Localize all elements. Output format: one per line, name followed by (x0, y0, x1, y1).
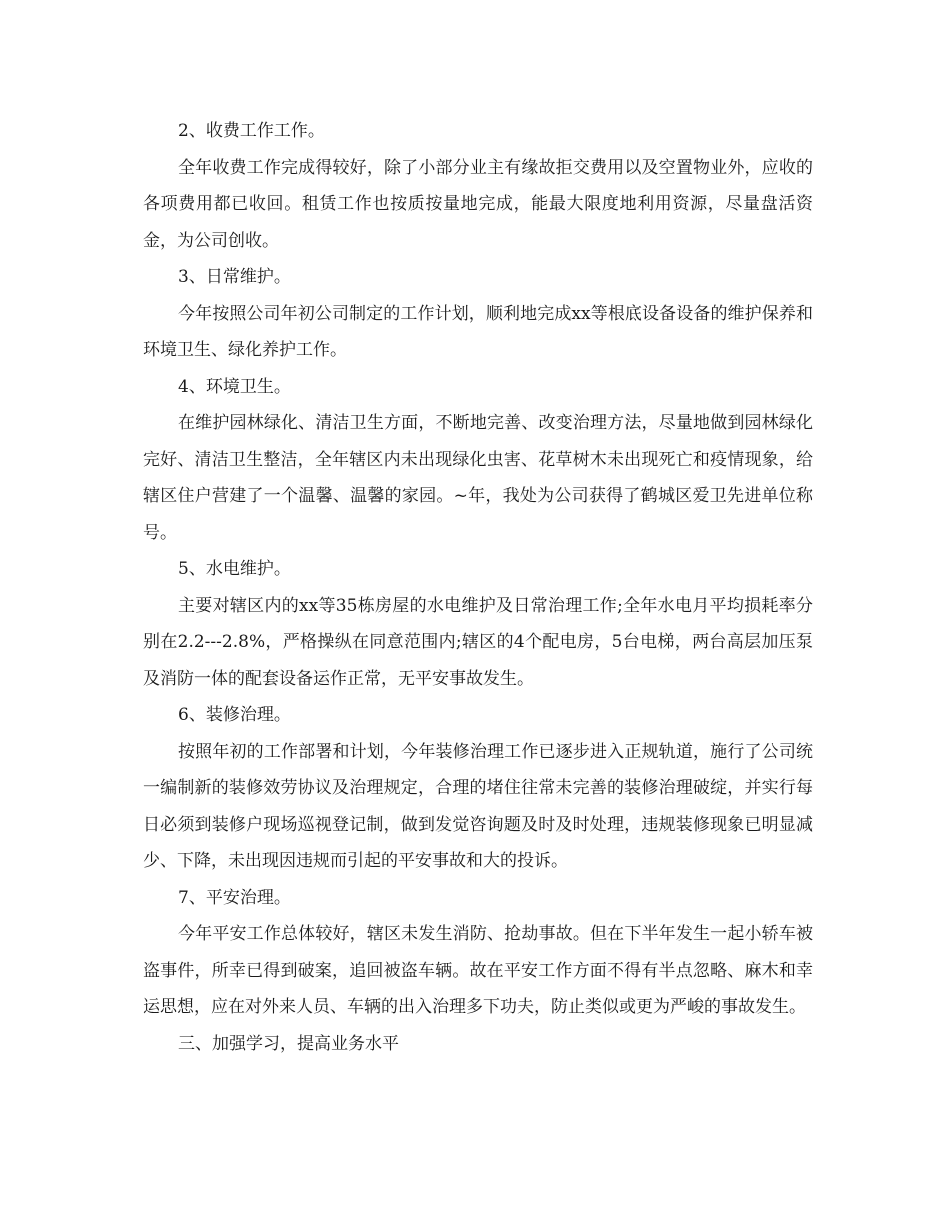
section-heading-renovation: 6、装修治理。 (178, 705, 291, 725)
document-body (143, 113, 813, 1062)
paragraph-renovation: 按照年初的工作部署和计划，今年装修治理工作已逐步进入正规轨道，施行了公司统一编制新的装修效劳协议及治理规定，合理的堵住往常未完善的装修治理破绽，并实行每日必须到装修户现场巡视登记制，做到发觉咨询题及时及时处理，违规装修现象已明显减少、下降，未出现因违规而引起的平安事故和大的投诉。 (143, 741, 813, 871)
section-heading-water-electric: 5、水电维护。 (178, 559, 291, 579)
section-heading-learning: 三、加强学习，提高业务水平 (178, 1033, 399, 1054)
section-heading-environment-hygiene: 4、环境卫生。 (178, 376, 291, 397)
section-heading-daily-maintenance: 3、日常维护。 (178, 267, 291, 287)
paragraph-water-electric: 主要对辖区内的xx等35栋房屋的水电维护及日常治理工作;全年水电月平均损耗率分别在2.2---2.8%，严格操纵在同意范围内;辖区的4个配电房，5台电梯，两台高层加压泵及消防一体的配套设备运作正常，无平安事故发生。 (143, 595, 813, 689)
section-heading-safety: 7、平安治理。 (178, 887, 291, 908)
paragraph-daily-maintenance: 今年按照公司年初公司制定的工作计划，顺利地完成xx等根底设备设备的维护保养和环境卫生、绿化养护工作。 (143, 303, 813, 360)
paragraph-fee-collection: 全年收费工作完成得较好，除了小部分业主有缘故拒交费用以及空置物业外，应收的各项费用都已收回。租赁工作也按质按量地完成，能最大限度地利用资源，尽量盘活资金，为公司创收。 (143, 157, 813, 251)
paragraph-environment-hygiene: 在维护园林绿化、清洁卫生方面，不断地完善、改变治理方法，尽量地做到园林绿化完好、清洁卫生整洁，全年辖区内未出现绿化虫害、花草树木未出现死亡和疫情现象，给辖区住户营建了一个温馨、温馨的家园。~年，我处为公司获得了鹤城区爱卫先进单位称号。 (143, 413, 813, 543)
paragraph-safety: 今年平安工作总体较好，辖区未发生消防、抢劫事故。但在下半年发生一起小轿车被盗事件，所幸已得到破案，追回被盗车辆。故在平安工作方面不得有半点忽略、麻木和幸运思想，应在对外来人员、车辆的出入治理多下功夫，防止类似或更为严峻的事故发生。 (143, 924, 813, 1017)
section-heading-fee-collection: 2、收费工作工作。 (178, 121, 325, 141)
